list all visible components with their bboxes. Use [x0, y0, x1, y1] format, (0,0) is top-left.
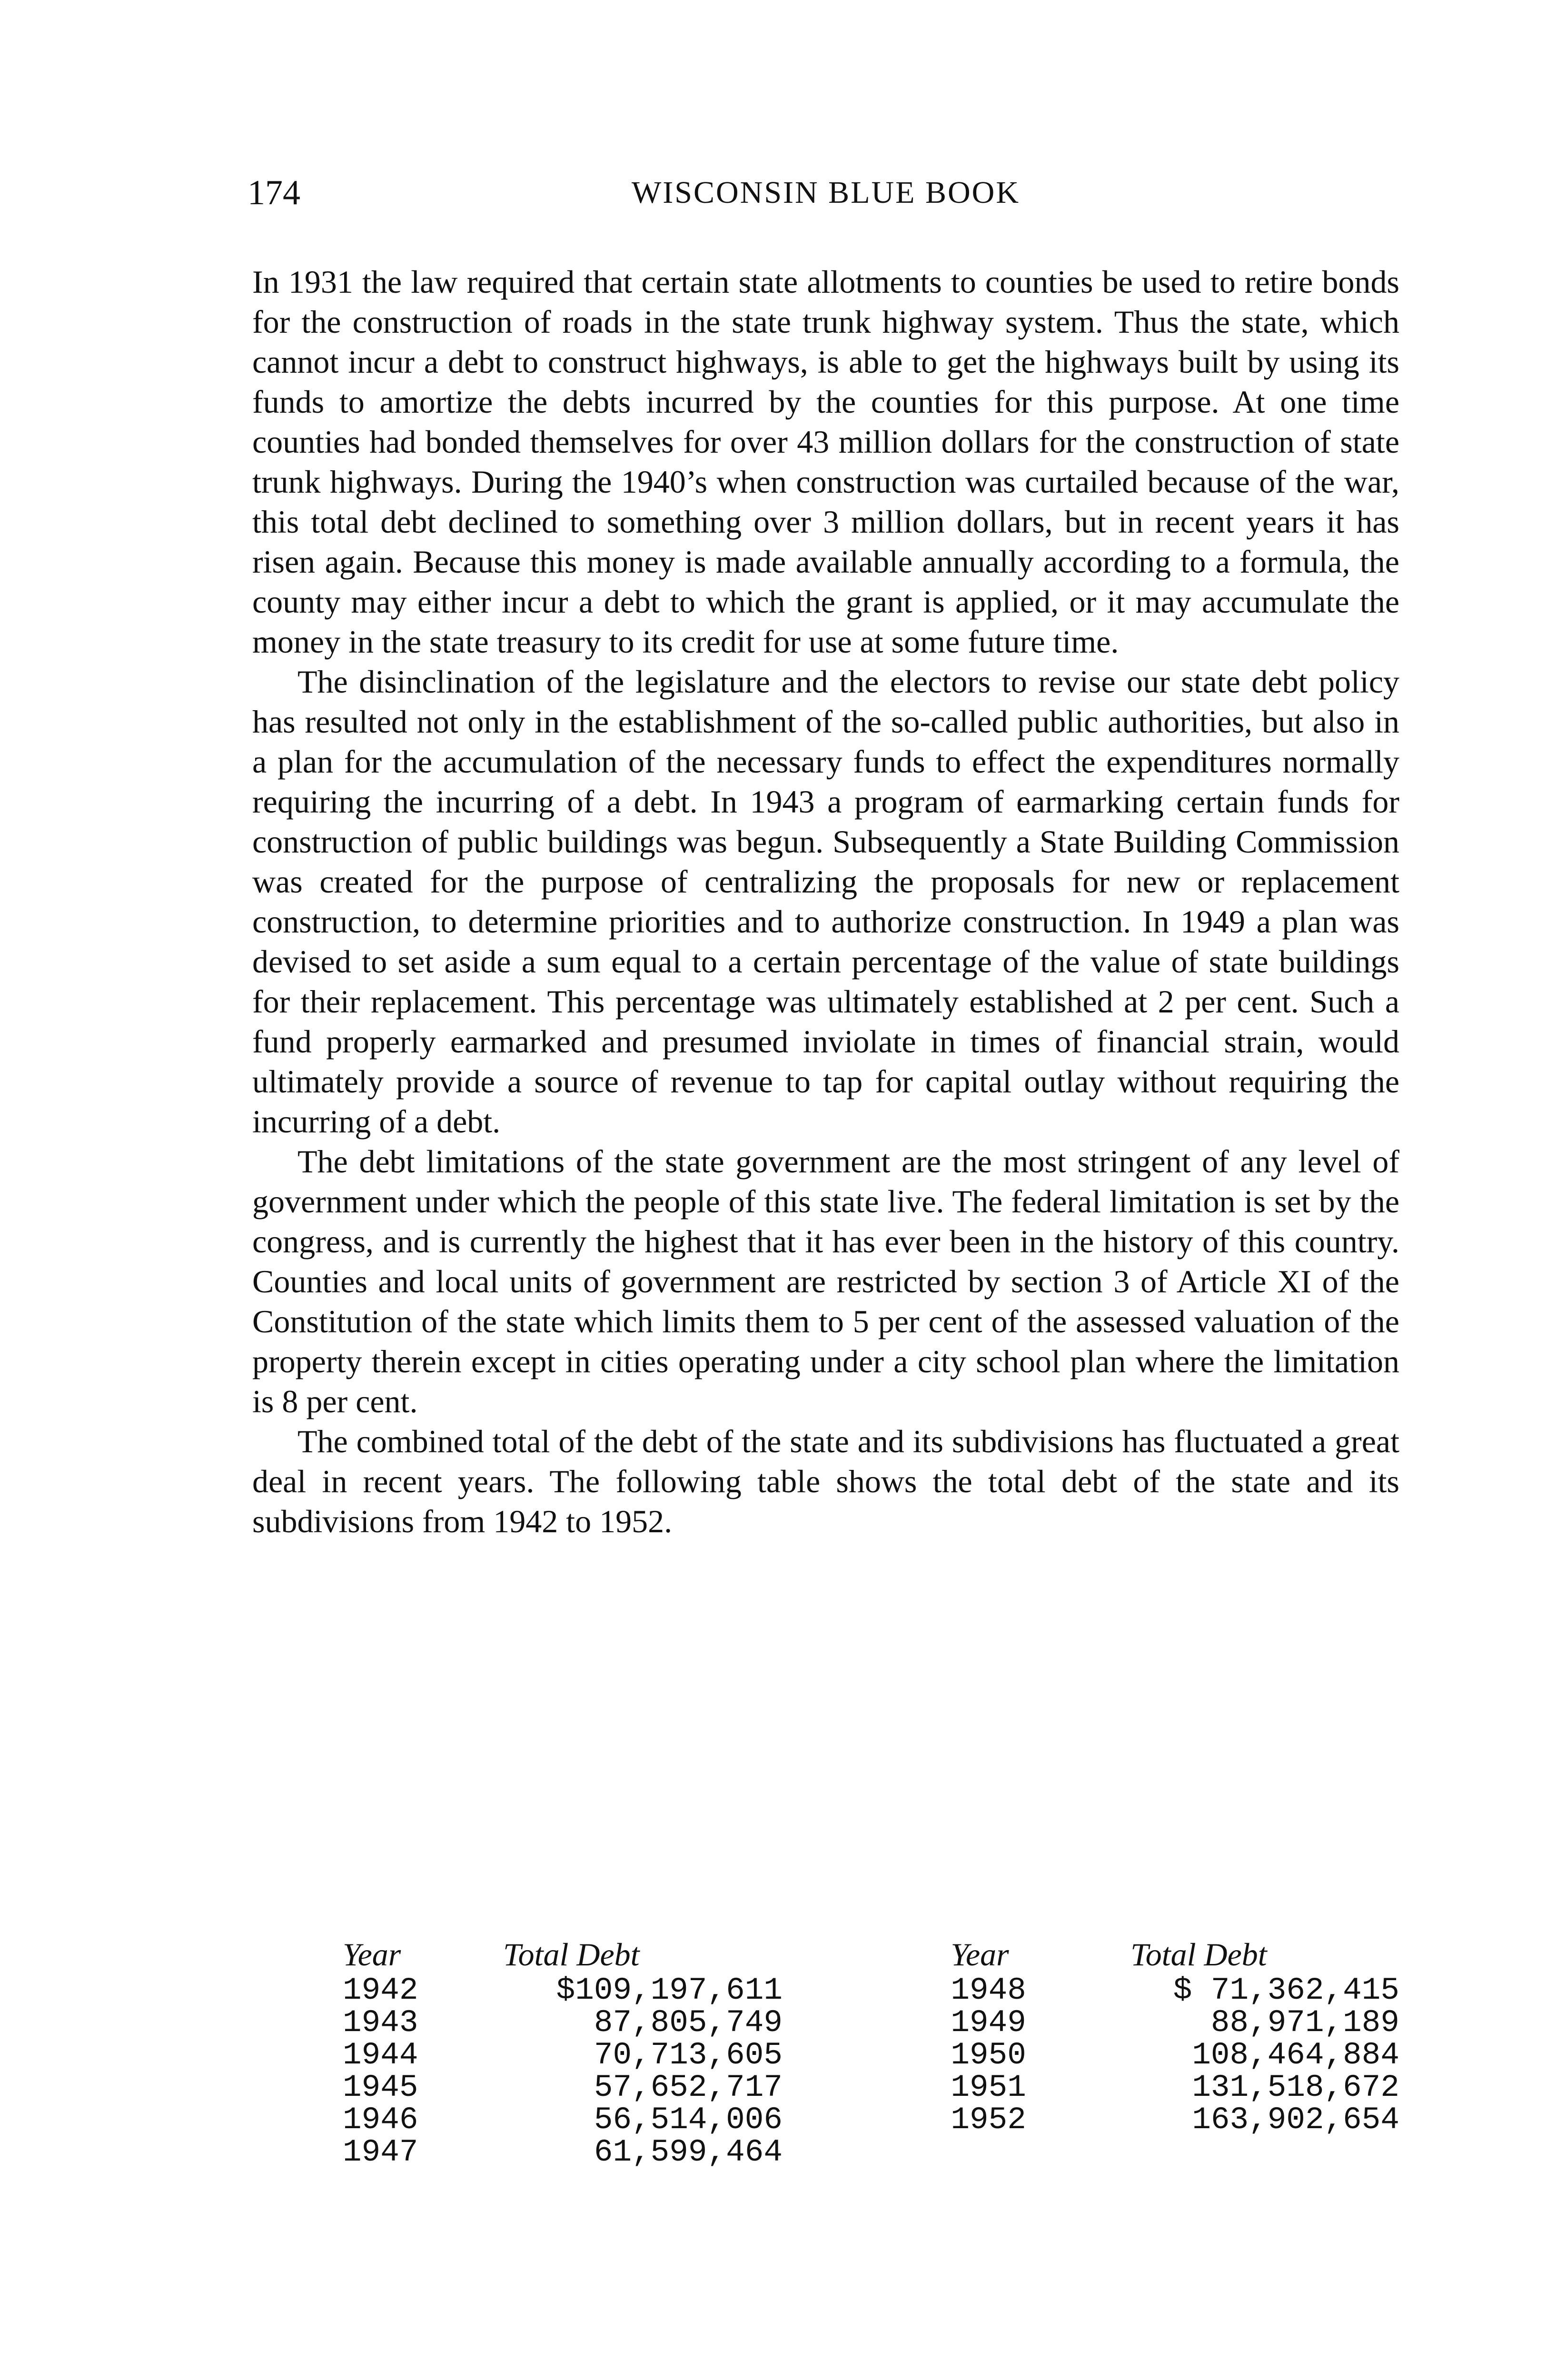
year-cell: 1942 — [343, 1973, 418, 2008]
year-cell: 1943 — [343, 2005, 418, 2041]
column-spacer — [783, 2104, 951, 2136]
year-cell: 1946 — [343, 2102, 418, 2138]
year-cell: 1948 — [951, 1973, 1026, 2008]
year-cell: 1950 — [951, 2037, 1026, 2073]
body-text — [252, 262, 1399, 1541]
table-header-row — [252, 1938, 1399, 1974]
column-header-year: Year — [343, 1936, 401, 1973]
year-cell: 1952 — [951, 2102, 1026, 2138]
year-cell: 1951 — [951, 2070, 1026, 2105]
column-spacer — [783, 1974, 951, 2007]
table-row — [252, 2104, 1399, 2136]
debt-cell: 131,518,672 — [1192, 2070, 1399, 2105]
debt-cell: 57,652,717 — [594, 2070, 783, 2105]
debt-cell: 108,464,884 — [1192, 2037, 1399, 2073]
column-spacer — [783, 1938, 951, 1974]
year-cell: 1947 — [343, 2134, 418, 2170]
column-spacer — [783, 2039, 951, 2072]
table-row — [252, 2136, 1399, 2169]
column-spacer — [783, 2072, 951, 2104]
paragraph: The debt limitations of the state government are the most stringent of any level of government under which the people of this state live. The federal limitation is set by the congress, and is currently the highest that it has ever been in the history of this country. Counties and local units of government are restricted by section 3 of Article XI of the Constitution of the state which limits them to 5 per cent of the assessed valuation of the property therein except in cities operating under a city school plan where the limitation is 8 per cent. — [252, 1143, 1399, 1419]
paragraph: The disinclination of the legislature and the electors to revise our state debt policy has resulted not only in the establishment of the so-called public authorities, but also in a plan for the accumulation of the necessary funds to effect the expenditures normally requiring the incurring of a debt. In 1943 a program of earmarking certain funds for construction of public buildings was begun. Subsequently a State Building Commission was created for the purpose of centralizing the proposals for new or replacement construction, to determine priorities and to authorize construction. In 1949 a plan was devised to set aside a sum equal to a certain percentage of the value of state buildings for their replacement. This percentage was ultimately established at 2 per cent. Such a fund properly earmarked and presumed inviolate in times of financial strain, would ultimately provide a source of revenue to tap for capital outlay without requiring the incurring of a debt. — [252, 664, 1399, 1140]
debt-cell: 88,971,189 — [1210, 2005, 1399, 2041]
debt-cell: 61,599,464 — [594, 2134, 783, 2170]
column-spacer — [783, 2136, 951, 2169]
table-row — [252, 2007, 1399, 2039]
year-cell: 1944 — [343, 2037, 418, 2073]
column-header-year: Year — [951, 1936, 1009, 1973]
debt-cell — [1078, 2136, 1399, 2169]
year-cell: 1945 — [343, 2070, 418, 2105]
page-header — [248, 171, 1404, 214]
page-number: 174 — [248, 173, 300, 212]
debt-cell: 70,713,605 — [594, 2037, 783, 2073]
debt-cell: 56,514,006 — [594, 2102, 783, 2138]
paragraph: The combined total of the debt of the state and its subdivisions has fluctuated a great deal in recent years. The following table shows the total debt of the state and its subdivisions from 1942 to 1952. — [252, 1423, 1399, 1539]
table-row — [252, 2039, 1399, 2072]
column-spacer — [783, 2007, 951, 2039]
debt-table — [252, 1938, 1399, 2169]
year-cell — [951, 2136, 1078, 2169]
column-header-total-debt: Total Debt — [1130, 1936, 1267, 1973]
debt-cell: $109,197,611 — [556, 1973, 783, 2008]
year-cell: 1949 — [951, 2005, 1026, 2041]
running-head: WISCONSIN BLUE BOOK — [632, 175, 1020, 210]
table-row — [252, 1974, 1399, 2007]
debt-cell: 87,805,749 — [594, 2005, 783, 2041]
table-row — [252, 2072, 1399, 2104]
debt-cell: 163,902,654 — [1192, 2102, 1399, 2138]
debt-cell: $ 71,362,415 — [1173, 1973, 1399, 2008]
paragraph: In 1931 the law required that certain state allotments to counties be used to retire bonds for the construction of roads in the state trunk highway system. Thus the state, which cannot incur a debt to construct highways, is able to get the highways built by using its funds to amortize the debts incurred by the counties for this purpose. At one time counties had bonded themselves for over 43 million dollars for the construction of state trunk highways. During the 1940’s when construction was curtailed because of the war, this total debt declined to something over 3 million dollars, but in recent years it has risen again. Because this money is made available annually according to a formula, the county may either incur a debt to which the grant is applied, or it may accumulate the money in the state treasury to its credit for use at some future time. — [252, 264, 1399, 660]
column-header-total-debt: Total Debt — [503, 1936, 640, 1973]
